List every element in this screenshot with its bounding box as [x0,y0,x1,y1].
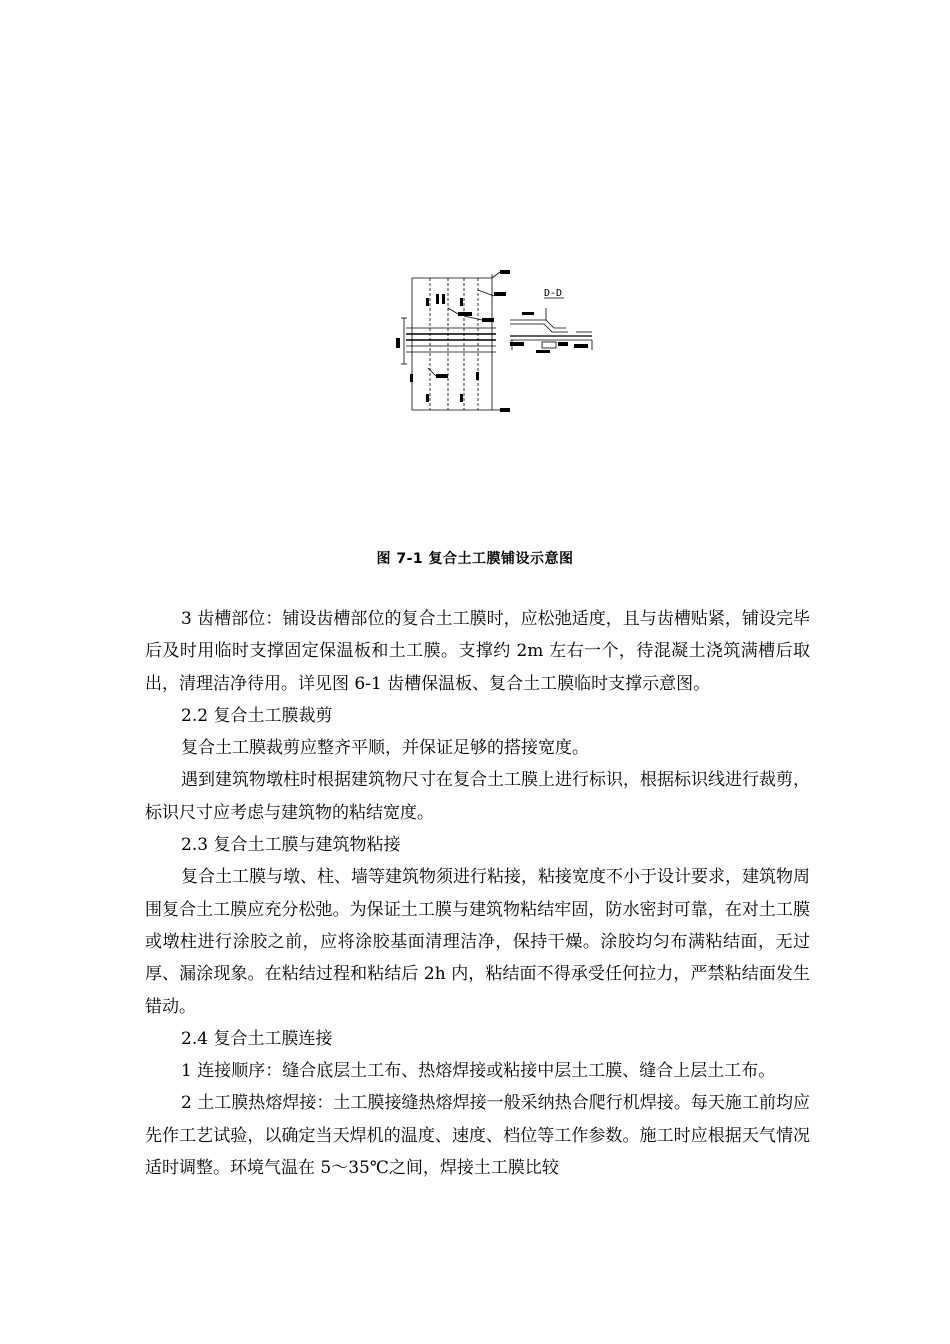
section-label: D-D [544,288,563,299]
paragraph: 2 土工膜热熔焊接：土工膜接缝热熔焊接一般采纳热合爬行机焊接。每天施工前均应先作工艺试验，以确定当天焊机的温度、速度、档位等工作参数。施工时应根据天气情况适时调整。环境气温在 5～35℃之间，焊接土工膜比较 [145,1093,810,1179]
geomembrane-layout-diagram [396,268,636,414]
paragraph: 复合土工膜裁剪应整齐平顺，并保证足够的搭接宽度。 [181,738,589,759]
section-heading: 2.2 复合土工膜裁剪 [181,705,333,726]
section-heading: 2.3 复合土工膜与建筑物粘接 [181,835,401,856]
body-text [145,603,810,1184]
figure-caption: 图 7-1 复合土工膜铺设示意图 [376,551,574,567]
section-heading: 2.4 复合土工膜连接 [181,1028,333,1049]
diagram-drawing [396,268,636,414]
paragraph: 1 连接顺序：缝合底层土工布、热熔焊接或粘接中层土工膜、缝合上层土工布。 [181,1061,776,1082]
paragraph: 遇到建筑物墩柱时根据建筑物尺寸在复合土工膜上进行标识，根据标识线进行裁剪，标识尺寸应考虑与建筑物的粘结宽度。 [145,770,810,823]
paragraph: 3 齿槽部位：铺设齿槽部位的复合土工膜时，应松弛适度，且与齿槽贴紧，铺设完毕后及时用临时支撑固定保温板和土工膜。支撑约 2m 左右一个，待混凝土浇筑满槽后取出，清理洁净待用。详见图 6-1 齿槽保温板、复合土工膜临时支撑示意图。 [145,609,810,694]
paragraph: 复合土工膜与墩、柱、墙等建筑物须进行粘接，粘接宽度不小于设计要求，建筑物周围复合土工膜应充分松弛。为保证土工膜与建筑物粘结牢固，防水密封可靠，在对土工膜或墩柱进行涂胶之前，应将涂胶基面清理洁净，保持干燥。涂胶均匀布满粘结面，无过厚、漏涂现象。在粘结过程和粘结后 2h 内，粘结面不得承受任何拉力，严禁粘结面发生错动。 [145,867,810,1017]
